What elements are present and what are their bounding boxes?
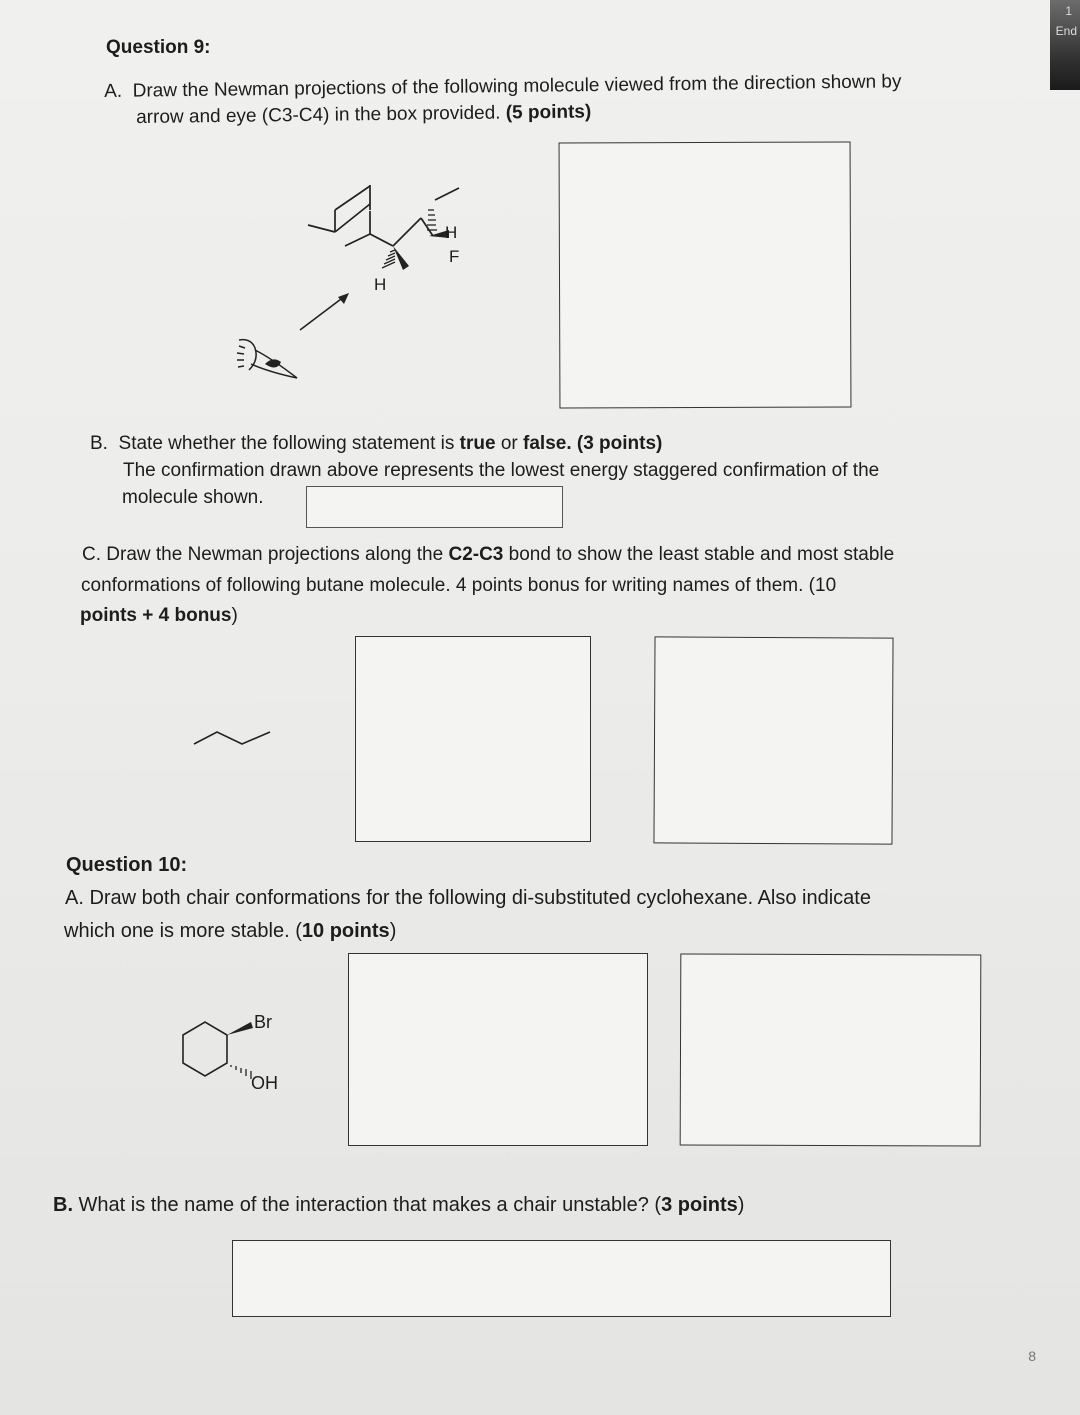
q9a-text-line2: arrow and eye (C3-C4) in the box provided. (136, 102, 506, 128)
q10a-answer-box-chair-2[interactable] (680, 953, 982, 1146)
q9c-line2: conformations of following butane molecule. 4 points bonus for writing names of them. (10 (81, 575, 837, 596)
q10b-text: What is the name of the interaction that makes a chair unstable? ( (73, 1194, 662, 1216)
q10b-label: B. (53, 1194, 73, 1216)
q9c-line3 (80, 602, 238, 629)
corner-number: 1 (1065, 4, 1072, 18)
q9b-label: B. (90, 433, 108, 454)
q9c-text-post: bond to show the least stable and most stable (503, 544, 895, 565)
q9c-line1 (82, 541, 894, 568)
q10a-text: which one is more stable. ( (64, 920, 302, 942)
q9b-answer-box[interactable] (306, 486, 563, 528)
atom-h-top: H (445, 223, 458, 242)
wedge-bond-br (227, 1022, 253, 1035)
q9a-label: A. (104, 80, 123, 102)
q10a-end: ) (389, 920, 397, 942)
q9b-points: (3 points) (571, 433, 663, 454)
q10b-points: 3 points (661, 1194, 738, 1216)
q9c-answer-box-most-stable[interactable] (653, 636, 893, 844)
q9c-bond: C2-C3 (448, 544, 504, 565)
q9a-answer-box[interactable] (559, 141, 852, 408)
q10a-line1: A. Draw both chair conformations for the following di-substituted cyclohexane. Also indicate (65, 887, 871, 909)
eye-icon (237, 340, 297, 378)
bond-methyl-upper (435, 188, 459, 200)
q9b-or: or (495, 433, 524, 454)
view-arrow (300, 296, 345, 330)
q9c-text-pre: C. Draw the Newman projections along the (82, 544, 449, 565)
bond-branch-left (345, 234, 370, 246)
q10a-points: 10 points (301, 920, 390, 942)
q9a-text-line1: Draw the Newman projections of the following molecule viewed from the direction shown by (132, 71, 902, 102)
q9a-line2 (136, 98, 591, 131)
atom-oh: OH (251, 1073, 278, 1093)
q9b-line2: The confirmation drawn above represents the lowest energy staggered confirmation of the (123, 460, 880, 481)
cyclohexane-ring (183, 1022, 227, 1076)
q9b-true: true (459, 433, 496, 454)
q9b-line3: molecule shown. (122, 487, 264, 508)
q9a-skeleton (225, 178, 465, 388)
hashed-bond-oh (231, 1065, 251, 1079)
corner-tab (1050, 0, 1080, 90)
q9c-answer-box-least-stable[interactable] (355, 636, 591, 842)
butane-skeleton (192, 724, 282, 754)
q9c-end: ) (231, 605, 238, 626)
page-number: 8 (1028, 1348, 1036, 1364)
q10b-line (53, 1192, 744, 1219)
atom-f: F (449, 247, 460, 266)
bond-c3-c4 (393, 218, 421, 246)
q9b-line1 (90, 430, 662, 457)
question-10-title: Question 10: (66, 854, 188, 876)
atom-h-left: H (374, 275, 387, 294)
q10b-answer-box[interactable] (232, 1240, 891, 1317)
corner-end-label: End (1055, 24, 1077, 38)
atom-br: Br (254, 1012, 272, 1032)
q10b-end: ) (737, 1194, 745, 1216)
q10a-line2 (64, 918, 396, 945)
q9b-false: false. (523, 433, 572, 454)
q9b-text-pre: State whether the following statement is (118, 433, 460, 454)
wedge-bond-c3 (393, 246, 409, 270)
q9a-points: (5 points) (505, 101, 592, 124)
view-arrow-head (338, 293, 349, 304)
q10a-answer-box-chair-1[interactable] (348, 953, 648, 1146)
q9c-points: points + 4 bonus (80, 605, 232, 626)
bond-branch-right (370, 234, 393, 246)
question-9-title: Question 9: (106, 37, 211, 58)
